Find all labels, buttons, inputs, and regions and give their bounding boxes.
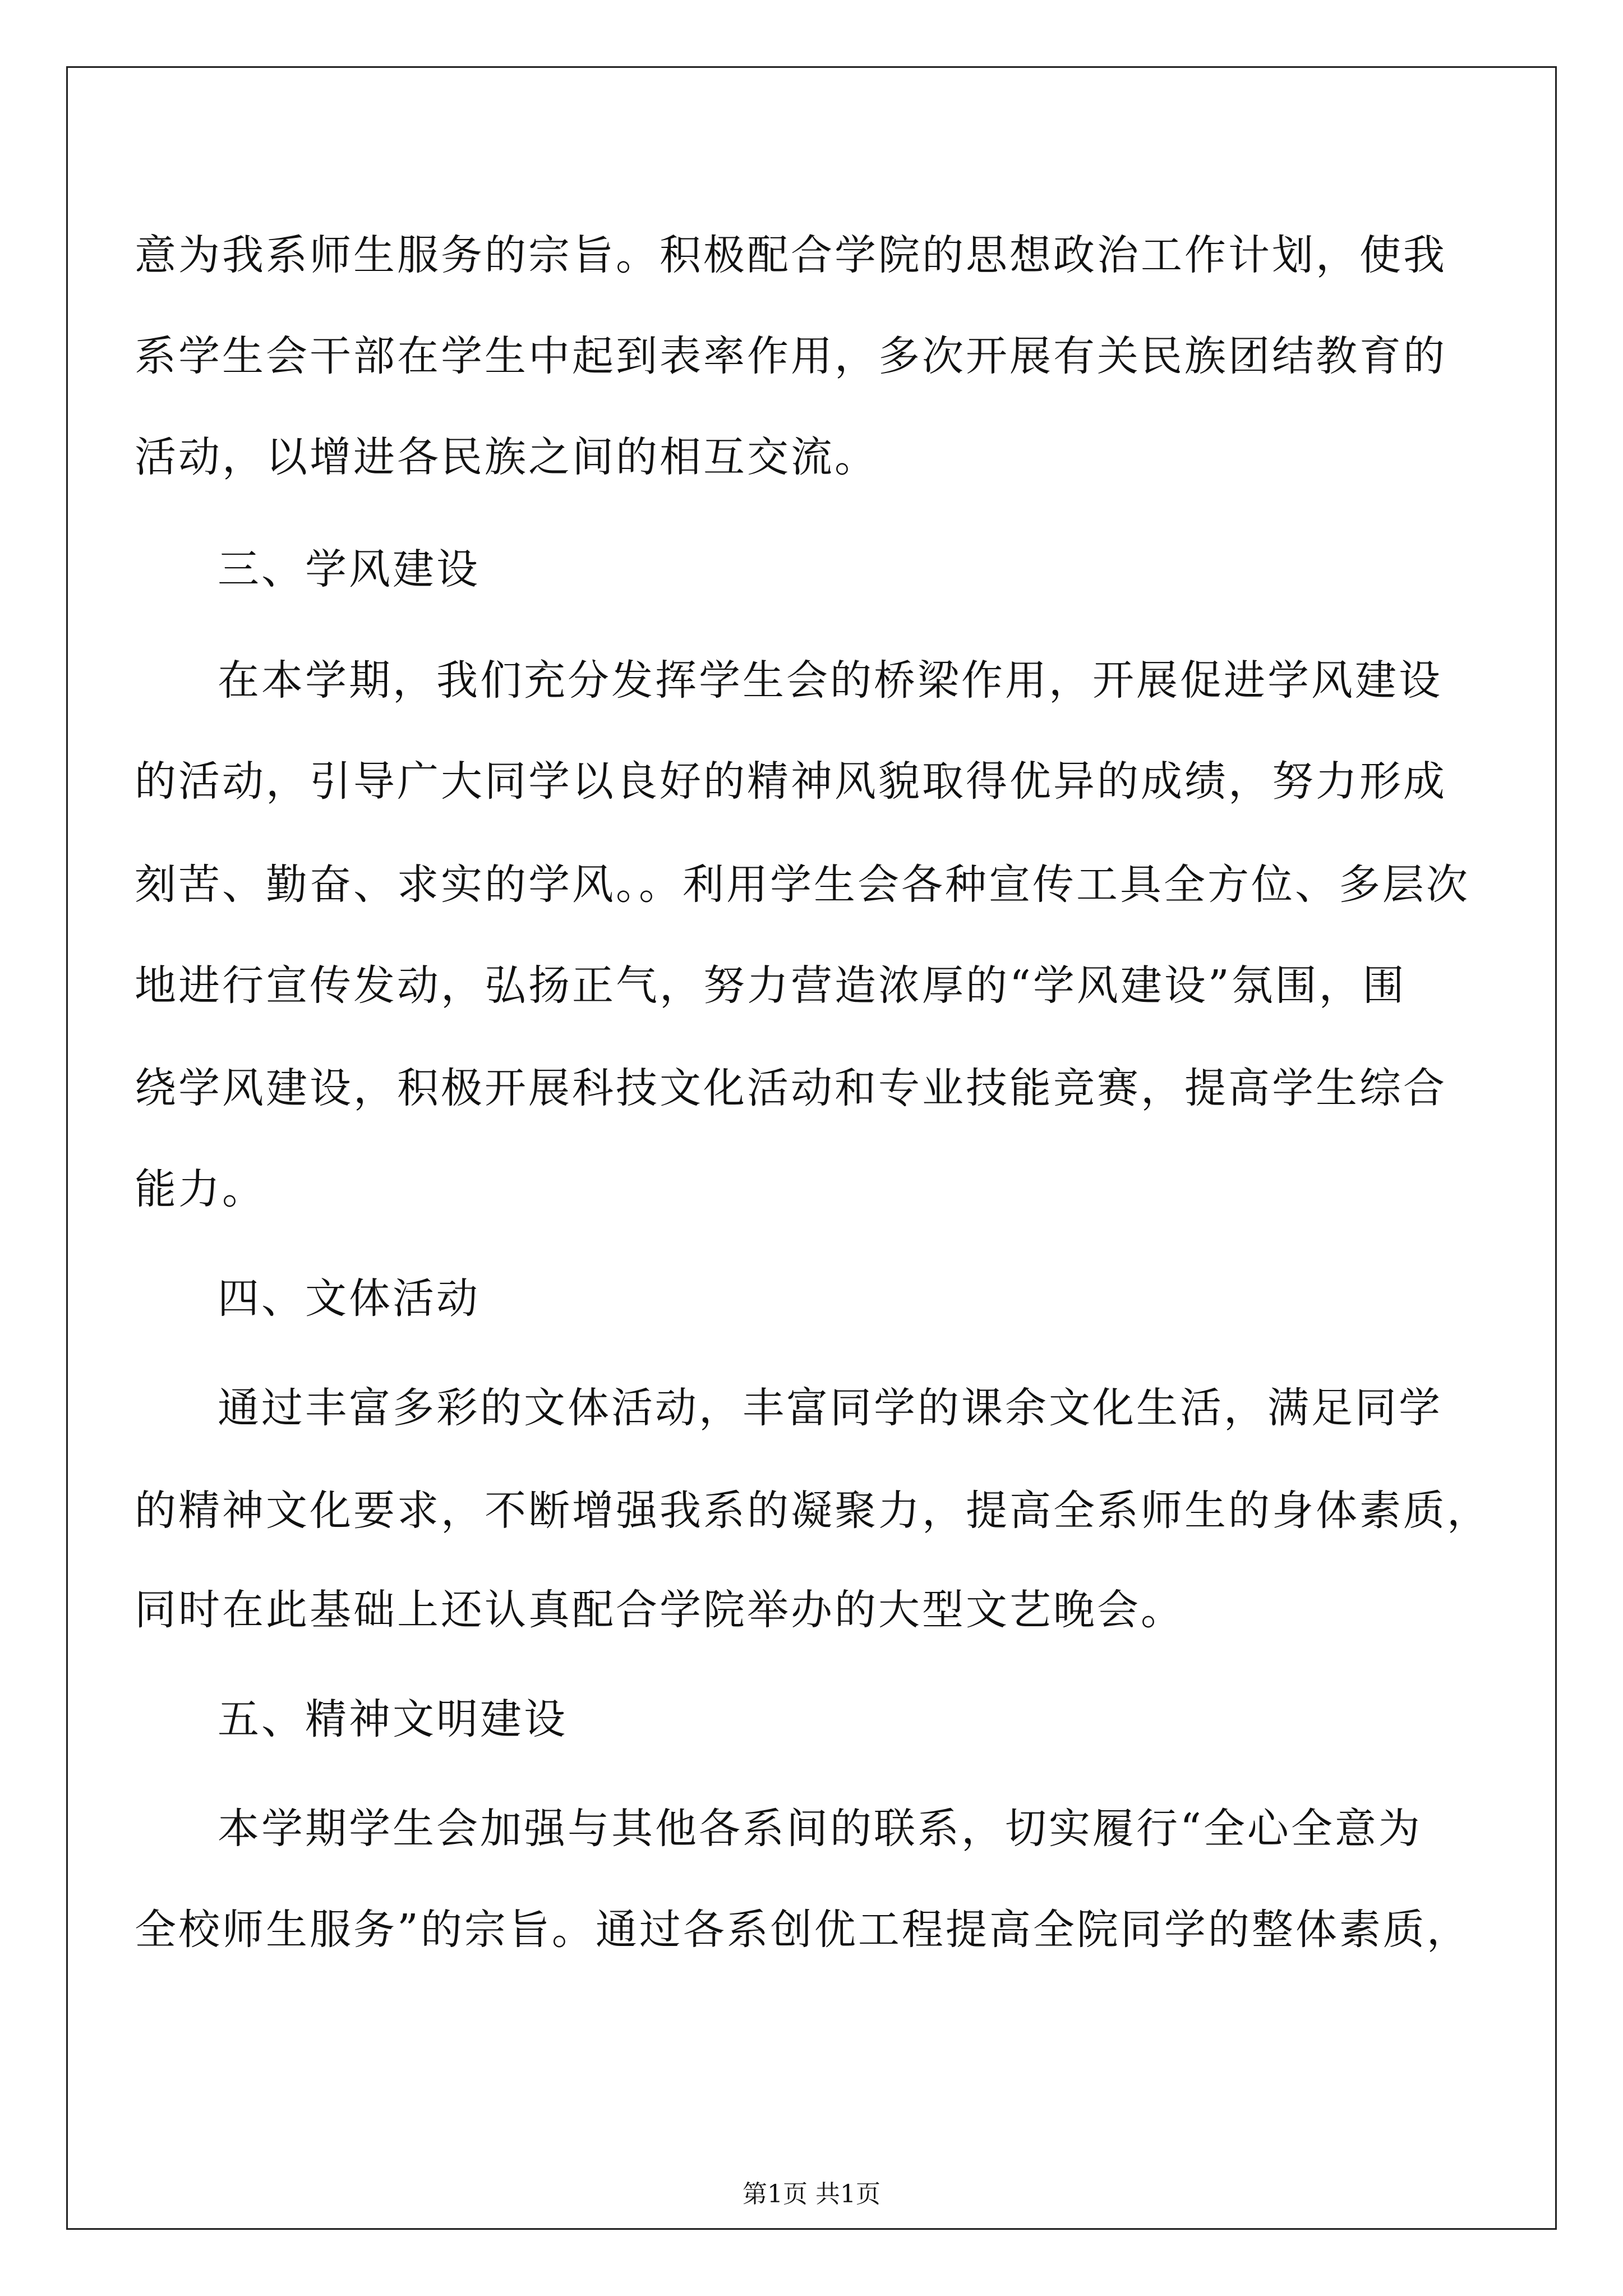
text-line: 系学生会干部在学生中起到表率作用，多次开展有关民族团结教育的: [135, 332, 1447, 380]
section-heading: 四、文体活动: [218, 1274, 480, 1323]
text-line: 在本学期，我们充分发挥学生会的桥梁作用，开展促进学风建设: [218, 656, 1442, 705]
text-line: 全校师生服务”的宗旨。通过各系创优工程提高全院同学的整体素质，: [135, 1906, 1470, 1954]
section-heading: 五、精神文明建设: [218, 1695, 568, 1743]
text-line: 地进行宣传发动，弘扬正气，努力营造浓厚的“学风建设”氛围，围: [135, 961, 1407, 1010]
text-line: 活动，以增进各民族之间的相互交流。: [135, 433, 878, 481]
text-line: 意为我系师生服务的宗旨。积极配合学院的思想政治工作计划，使我: [135, 231, 1447, 279]
text-line: 同时在此基础上还认真配合学院举办的大型文艺晚会。: [135, 1586, 1184, 1634]
text-line: 能力。: [135, 1165, 266, 1213]
section-heading: 三、学风建设: [218, 545, 480, 593]
text-line: 绕学风建设，积极开展科技文化活动和专业技能竞赛，提高学生综合: [135, 1064, 1447, 1112]
page-number-footer: 第1页 共1页: [743, 2180, 880, 2208]
text-line: 本学期学生会加强与其他各系间的联系，切实履行“全心全意为: [218, 1805, 1422, 1853]
text-line: 通过丰富多彩的文体活动，丰富同学的课余文化生活，满足同学: [218, 1384, 1442, 1432]
text-line: 的精神文化要求，不断增强我系的凝聚力，提高全系师生的身体素质，: [135, 1487, 1491, 1535]
text-line: 的活动，引导广大同学以良好的精神风貌取得优异的成绩，努力形成: [135, 757, 1447, 806]
text-line: 刻苦、勤奋、求实的学风。。利用学生会各种宣传工具全方位、多层次: [135, 861, 1470, 909]
